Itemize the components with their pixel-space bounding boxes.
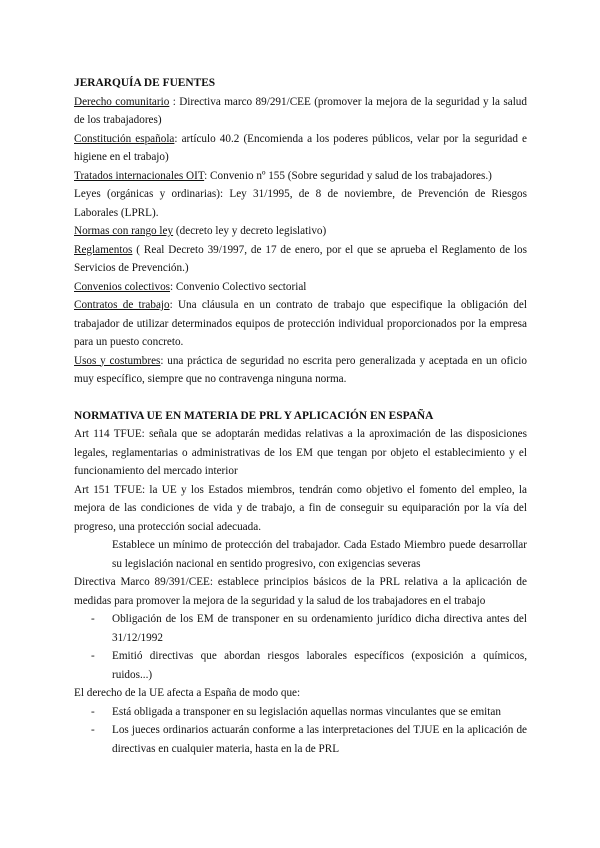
dash-bullet: - [91,724,95,736]
paragraph-art-114: Art 114 TFUE: señala que se adoptarán medidas relativas a la aproximación de las disposiciones legales, reglamentarias o administrativas de los EM que tengan por objeto el establecimiento y el funcionamiento del mercado interior [74,428,527,477]
source-text: : una práctica de seguridad no escrita pero generalizada y aceptada en un oficio muy específico, siempre que no contravenga ninguna norma. [74,354,527,385]
section-heading-normativa-ue: NORMATIVA UE EN MATERIA DE PRL Y APLICACIÓN EN ESPAÑA [74,409,434,422]
source-item-usos [74,352,527,389]
source-item-tratados-oit [74,167,527,186]
source-item-contratos [74,296,527,352]
list-item-text: Está obligada a transponer en su legislación aquellas normas vinculantes que se emitan [112,705,501,718]
dash-bullet: - [91,650,95,662]
source-term: Tratados internacionales OIT [74,169,205,182]
dash-bullet: - [91,705,95,718]
source-term: Convenios colectivos [74,280,171,293]
paragraph-derecho-ue: El derecho de la UE afecta a España de modo que: [74,687,301,699]
paragraph-directiva-marco: Directiva Marco 89/391/CEE: establece principios básicos de la PRL relativa a la aplicación de medidas para promover la mejora de la seguridad y la salud de los trabajadores en el trabajo [74,576,527,607]
paragraph-art-151-indented: Establece un mínimo de protección del trabajador. Cada Estado Miembro puede desarrollar su legislación nacional en sentido progresivo, con exigencias severas [112,539,527,570]
list-item-directiva [74,610,527,647]
dash-bullet: - [91,613,95,625]
source-text: : Directiva marco 89/291/CEE (promover la mejora de la seguridad y la salud de los trabajadores) [74,95,527,126]
source-text: Leyes (orgánicas y ordinarias): Ley 31/1995, de 8 de noviembre, de Prevención de Riesgos Laborales (LPRL). [74,188,527,219]
list-item-directiva [74,647,527,684]
source-term: Derecho comunitario [74,95,170,108]
source-term: Normas con rango ley [74,225,174,237]
paragraph-art-151: Art 151 TFUE: la UE y los Estados miembros, tendrán como objetivo el fomento del empleo, la mejora de las condiciones de vida y de trabajo, a fin de conseguir su equiparación por la vía del progreso, una protección social adecuada. [74,483,527,533]
source-item-convenios [74,278,527,297]
source-term: Reglamentos [74,243,133,256]
source-item-constitucion [74,130,527,167]
source-text: : Convenio Colectivo sectorial [170,280,307,293]
list-item-text: Emitió directivas que abordan riesgos laborales específicos (exposición a químicos, ruidos...) [112,650,527,681]
source-text: : Convenio nº 155 (Sobre seguridad y salud de los trabajadores.) [204,169,492,182]
source-term: Contratos de trabajo [74,299,170,311]
list-item-derecho [74,703,527,722]
section-heading-jerarquia: JERARQUÍA DE FUENTES [74,77,216,89]
list-item-derecho [74,721,527,758]
source-text: (decreto ley y decreto legislativo) [173,225,327,237]
source-text: : artículo 40.2 (Encomienda a los poderes públicos, velar por la seguridad e higiene en el trabajo) [74,132,527,163]
source-item-reglamentos [74,241,527,278]
source-term: Usos y costumbres [74,354,161,367]
source-item-normas-rango-ley [74,222,527,241]
source-text: ( Real Decreto 39/1997, de 17 de enero, por el que se aprueba el Reglamento de los Servicios de Prevención.) [74,243,527,274]
list-item-text: Los jueces ordinarios actuarán conforme a las interpretaciones del TJUE en la aplicación de directivas en cualquier materia, hasta en la de PRL [112,724,527,755]
source-term: Constitución española [74,132,175,145]
document-content [74,74,527,758]
source-item-leyes [74,185,527,222]
source-item-derecho-comunitario [74,93,527,130]
list-item-text: Obligación de los EM de transponer en su ordenamiento jurídico dicha directiva antes del 31/12/1992 [112,613,527,644]
section-spacer [74,389,527,407]
source-text: : Una cláusula en un contrato de trabajo que especifique la obligación del trabajador de utilizar determinados equipos de protección individual proporcionados por la empresa para un puesto concreto. [74,299,527,348]
